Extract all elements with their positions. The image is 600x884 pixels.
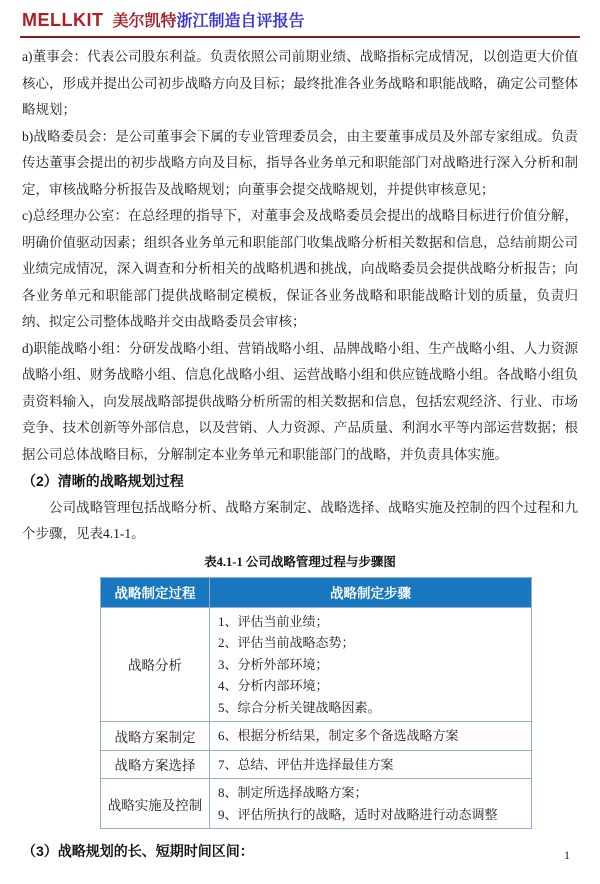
table-row (101, 607, 532, 722)
section-2-body: 公司战略管理包括战略分析、战略方案制定、战略选择、战略实施及控制的四个过程和九个步骤，见表4.1-1。 (22, 499, 578, 541)
steps-cell (210, 607, 532, 722)
process-cell: 战略方案选择 (101, 750, 210, 779)
section-3-heading: （3）战略规划的长、短期时间区间： (22, 843, 254, 859)
table-header-process: 战略制定过程 (101, 577, 210, 607)
step-item: 4、分析内部环境； (218, 678, 329, 693)
process-cell: 战略方案制定 (101, 722, 210, 751)
table-row (101, 779, 532, 829)
paragraph-board: a)董事会：代表公司股东利益。负责依照公司前期业绩、战略指标完成情况，以创造更大价值核心，形成并提出公司初步战略方向及目标；最终批准各业务战略和职能战略，确定公司整体略规划； (22, 49, 578, 117)
brand-chinese-name: 美尔凯特 (112, 13, 177, 30)
steps-cell (210, 750, 532, 779)
paragraph-strategy-committee: b)战略委员会：是公司董事会下属的专业管理委员会，由主要董事成员及外部专家组成。负责传达董事会提出的初步战略方向及目标，指导各业务单元和职能部门对战略进行深入分析和制定，审核战略分析报告及战略规划；向董事会提交战略规划，并提供审核意见； (22, 128, 578, 197)
steps-cell (210, 722, 532, 751)
table-row (101, 750, 532, 779)
table-header-steps: 战略制定步骤 (210, 577, 532, 607)
table-caption: 表4.1-1 公司战略管理过程与步骤图 (204, 554, 396, 569)
step-item: 3、分析外部环境； (218, 656, 329, 672)
step-item: 2、评估当前战略态势； (218, 635, 355, 650)
brand-logo-text: MELLKIT (22, 10, 104, 30)
table-row (101, 722, 532, 751)
strategy-process-table (100, 577, 532, 830)
step-item: 5、综合分析关键战略因素。 (218, 699, 381, 715)
section-2-heading: （2）清晰的战略规划过程 (22, 473, 184, 489)
document-body (22, 44, 578, 865)
step-item: 8、制定所选择战略方案； (218, 785, 368, 800)
page-number: 1 (564, 848, 570, 862)
process-cell: 战略实施及控制 (101, 779, 210, 829)
report-title: 浙江制造自评报告 (176, 13, 305, 30)
paragraph-gm-office: c)总经理办公室：在总经理的指导下，对董事会及战略委员会提出的战略目标进行价值分解，明确价值驱动因素；组织各业务单元和职能部门收集战略分析相关数据和信息，总结前期公司业绩完成情况，深入调查和分析相关的战略机遇和挑战，向战略委员会提供战略分析报告；向各业务单元和职能部门提供战略制定模板，保证各业务战略和职能战略计划的质量，负责归纳、拟定公司整体战略并交由战略委员会审核； (22, 208, 578, 329)
table-header-row (101, 577, 532, 607)
step-item: 6、根据分析结果，制定多个备选战略方案 (218, 728, 459, 743)
page-header (20, 7, 580, 38)
step-item: 1、评估当前业绩； (218, 613, 329, 629)
paragraph-functional-groups: d)职能战略小组：分研发战略小组、营销战略小组、品牌战略小组、生产战略小组、人力资源战略小组、财务战略小组、信息化战略小组、运营战略小组和供应链战略小组。各战略小组负责资料输入，向发展战略部提供战略分析所需的相关数据和信息，包括宏观经济、行业、市场竞争、技术创新等外部信息，以及营销、人力资源、产品质量、利润水平等内部运营数据；根据公司总体战略目标，分解制定本业务单元和职能部门的战略，并负责具体实施。 (22, 340, 578, 462)
step-item: 9、评估所执行的战略，适时对战略进行动态调整 (218, 806, 498, 822)
step-item: 7、总结、评估并选择最佳方案 (218, 756, 394, 772)
process-cell: 战略分析 (101, 607, 210, 722)
steps-cell (210, 779, 532, 829)
